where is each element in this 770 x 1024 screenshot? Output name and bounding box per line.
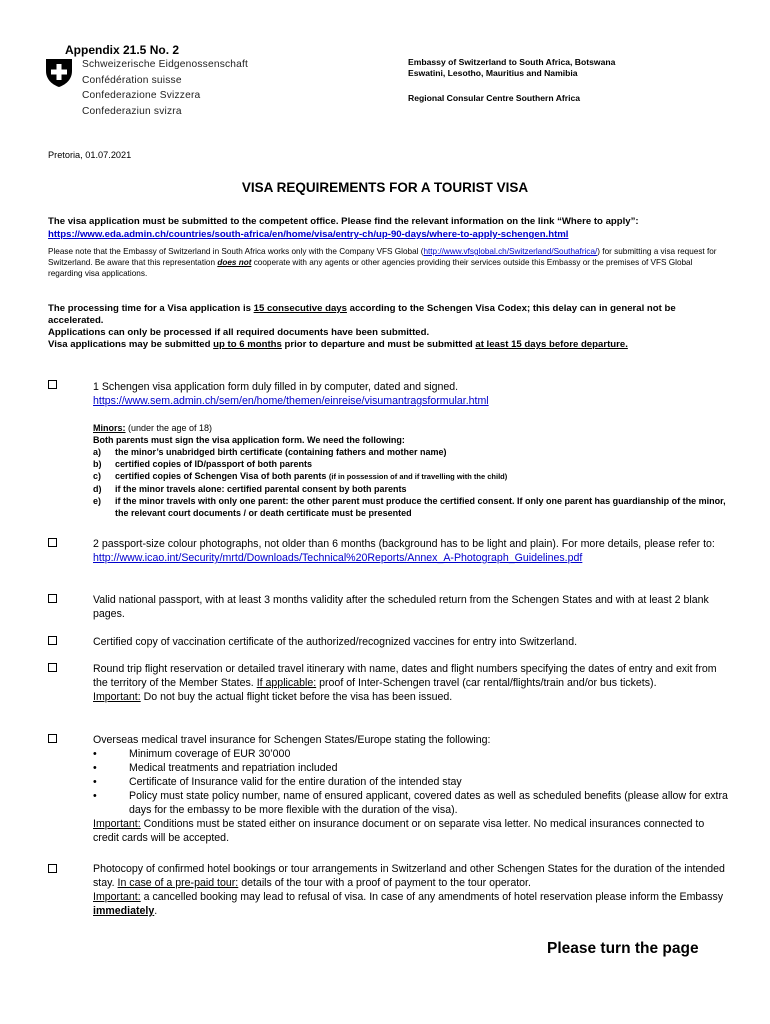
intro-paragraph xyxy=(48,215,728,241)
requirement-text: 2 passport-size colour photographs, not older than 6 months (background has to be light and plain). For more details, please refer to: xyxy=(93,538,715,550)
requirement-text: 1 Schengen visa application form duly filled in by computer, dated and signed. xyxy=(93,381,459,393)
confederation-name: Confederazione Svizzera xyxy=(82,90,201,101)
requirement-hotel: Photocopy of confirmed hotel bookings or tour arrangements in Switzerland and other Schengen States for the duration of the intended stay. In case of a pre-paid tour: details of the tour with a proof of payment to the tour operator. Important: a cancelled booking may lead to refusal of visa. In case of any amendments of hotel reservation please inform the Embassy immediately. xyxy=(93,863,725,917)
minors-intro: Both parents must sign the visa application form. We need the following: xyxy=(93,435,405,445)
confederation-names xyxy=(82,57,248,119)
requirement-text: Overseas medical travel insurance for Schengen States/Europe stating the following: xyxy=(93,734,491,746)
embassy-line: Embassy of Switzerland to South Africa, Botswana xyxy=(408,57,616,67)
vfs-note xyxy=(48,246,728,279)
requirement-photographs xyxy=(93,537,733,565)
checkbox-photographs[interactable] xyxy=(48,538,57,547)
turn-page-note: Please turn the page xyxy=(547,940,699,957)
requirement-vaccination: Certified copy of vaccination certificate of the authorized/recognized vaccines for entry into Switzerland. xyxy=(93,636,578,648)
document-title: VISA REQUIREMENTS FOR A TOURIST VISA xyxy=(241,180,529,195)
processing-info xyxy=(48,303,728,351)
minors-age-note: (under the age of 18) xyxy=(125,423,213,433)
checkbox-application-form[interactable] xyxy=(48,380,57,389)
minors-section xyxy=(93,422,733,519)
checkbox-hotel[interactable] xyxy=(48,864,57,873)
icao-photo-link[interactable]: http://www.icao.int/Security/mrtd/Downloads/Technical%20Reports/Annex_A-Photograph_Guidelines.pdf xyxy=(93,552,583,564)
appendix-label: Appendix 21.5 No. 2 xyxy=(65,43,180,57)
list-item: • Certificate of Insurance valid for the entire duration of the intended stay xyxy=(93,776,462,788)
list-item: e) if the minor travels with only one parent: the other parent must produce the certified consent. If only one parent has guardianship of the minor, the relevant court documents / or death certificate must be presented xyxy=(93,496,726,518)
note-text: cooperate with any agents or other agencies providing their services outside this Embassy or the premises of VFS Global regarding visa applications. xyxy=(48,258,693,278)
document-date: Pretoria, 01.07.2021 xyxy=(48,150,132,160)
confederation-name: Confédération suisse xyxy=(82,74,182,86)
processing-complete-docs: Applications can only be processed if all required documents have been submitted. xyxy=(48,327,430,338)
minors-label: Minors: xyxy=(93,423,126,433)
minors-list xyxy=(93,446,733,519)
list-item: c) certified copies of Schengen Visa of both parents (if in possession of and if travelling with the child) xyxy=(93,471,508,481)
intro-text: The visa application must be submitted to the competent office. Please find the relevant information on the link “Where to apply”: xyxy=(48,216,639,227)
requirement-flight: Round trip flight reservation or detailed travel itinerary with name, dates and flight numbers specifying the dates of entry and exit from the territory of the Member States. If applicable: proof of Inter-Schengen travel (car rental/flights/train and/or bus tickets). Important: Do not buy the actual flight ticket before the visa has been issued. xyxy=(93,663,717,703)
requirement-application-form xyxy=(93,380,733,408)
embassy-block xyxy=(408,57,615,104)
note-text: Please note that the Embassy of Switzerland in South Africa works only with the Company VFS Global ( xyxy=(48,247,424,256)
list-item: b) certified copies of ID/passport of both parents xyxy=(93,459,313,469)
list-item: d) if the minor travels alone: certified parental consent by both parents xyxy=(93,484,407,494)
embassy-line: Eswatini, Lesotho, Mauritius and Namibia xyxy=(408,68,578,78)
list-item: • Policy must state policy number, name of ensured applicant, covered dates as well as scheduled benefits (please allow for extra days for the embassy to be more flexible with the duration of the visa). xyxy=(93,790,728,816)
note-text: ) for submitting a visa request for Switzerland. Be aware that this representation xyxy=(48,247,717,267)
processing-submission: Visa applications may be submitted up to 6 months prior to departure and must be submitted at least 15 days before departure. xyxy=(48,339,628,350)
confederation-name: Schweizerische Eidgenossenschaft xyxy=(82,59,249,70)
regional-centre: Regional Consular Centre Southern Africa xyxy=(408,93,581,103)
insurance-important: Important: Conditions must be stated either on insurance document or on separate visa letter. No medical insurances connected to credit cards will be accepted. xyxy=(93,818,705,844)
checkbox-vaccination[interactable] xyxy=(48,636,57,645)
swiss-crest-icon xyxy=(45,58,73,88)
application-form-link[interactable]: https://www.sem.admin.ch/sem/en/home/themen/einreise/visumantragsformular.html xyxy=(93,395,489,407)
requirement-insurance xyxy=(93,733,733,845)
confederation-name: Confederaziun svizra xyxy=(82,105,182,117)
checkbox-flight[interactable] xyxy=(48,663,57,672)
vfs-link[interactable]: http://www.vfsglobal.ch/Switzerland/Southafrica/ xyxy=(423,247,598,256)
processing-time: The processing time for a Visa application is 15 consecutive days according to the Schengen Visa Codex; this delay can in general not be accelerated. xyxy=(48,303,676,326)
note-emphasis: does not xyxy=(217,258,252,267)
list-item: a) the minor’s unabridged birth certificate (containing fathers and mother name) xyxy=(93,447,447,457)
requirement-passport: Valid national passport, with at least 3 months validity after the scheduled return from the Schengen States and with at least 2 blank pages. xyxy=(93,594,709,620)
checkbox-insurance[interactable] xyxy=(48,734,57,743)
insurance-list xyxy=(93,747,733,817)
list-item: • Medical treatments and repatriation included xyxy=(93,762,338,774)
checkbox-passport[interactable] xyxy=(48,594,57,603)
where-to-apply-link[interactable]: https://www.eda.admin.ch/countries/south-africa/en/home/visa/entry-ch/up-90-days/where-to-apply-schengen.html xyxy=(48,229,569,240)
list-item: • Minimum coverage of EUR 30’000 xyxy=(93,748,291,760)
